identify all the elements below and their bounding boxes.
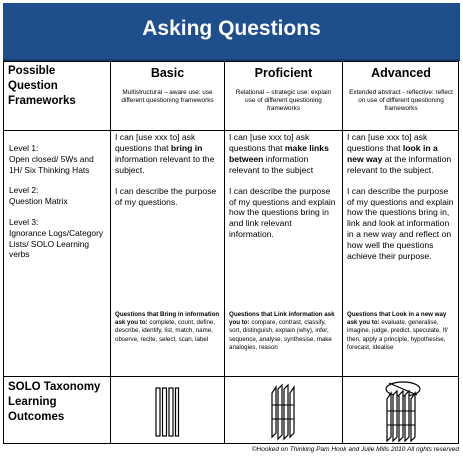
rubric-table	[3, 61, 459, 444]
levels-cell	[4, 131, 110, 376]
level2-title: Level 2:	[9, 185, 39, 196]
level1-title: Level 1:	[9, 143, 39, 153]
basic-title: Basic	[150, 66, 185, 80]
multistructural-bars-icon	[153, 385, 181, 439]
proficient-title: Proficient	[254, 66, 313, 80]
proficient-question-verbs: Questions that Link information ask you to: compare, contrast, classify, sort, distinguish, explain (why), infer, sequence, analyse, synthesise, make analogies, reason	[229, 311, 335, 351]
extended-abstract-icon	[381, 379, 423, 443]
advanced-statement-1: I can [use xxx to] ask questions that look in a new way at the information relevant to the subject.	[347, 132, 452, 175]
proficient-body	[225, 131, 342, 376]
frameworks-header: Possible Question Frameworks	[8, 65, 76, 107]
basic-question-verbs: Questions that Bring in information ask you to: complete, count, define, describe, identify, list, match, name, observe, recite, select, scan, label	[115, 311, 220, 343]
basic-statement-1: I can [use xxx to] ask questions that bring in information relevant to the subject.	[115, 132, 215, 175]
proficient-statement-1: I can [use xxx to] ask questions that make links between information relevant to the subject	[229, 132, 329, 175]
title-banner	[3, 3, 460, 61]
advanced-solo-cell	[343, 377, 459, 444]
advanced-subtitle: Extended abstract - reflective: reflect on use of different questioning frameworks	[349, 89, 453, 112]
advanced-title: Advanced	[371, 66, 431, 80]
proficient-statement-2: I can describe the purpose of my questions and explain how the questions bring in and link relevant information.	[229, 185, 336, 240]
copyright-footer: ©Hooked on Thinking Pam Hook and Julie Mills 2010 All rights reserved	[251, 446, 459, 453]
solo-label: SOLO Taxonomy Learning Outcomes	[8, 381, 101, 423]
proficient-subtitle: Relational – strategic use: explain use of different questioning frameworks	[235, 89, 332, 112]
level3-title: Level 3:	[9, 216, 39, 227]
level2-text: Question Matrix	[9, 196, 68, 207]
basic-body	[111, 131, 224, 376]
relational-bars-icon	[268, 383, 298, 441]
basic-subtitle: Multistructural – aware use: use different questioning frameworks	[121, 89, 214, 104]
advanced-question-verbs: Questions that Look in a new way ask you to: evaluate, generalise, imagine, judge, predict, speculate, If/ then, apply a principle, hypothesise, forecast, idealise	[347, 311, 448, 351]
advanced-header	[343, 62, 459, 130]
advanced-body	[343, 131, 459, 376]
level3-text: Ignorance Logs/Category Lists/ SOLO Learning verbs	[9, 227, 104, 260]
page-title: Asking Questions	[142, 17, 321, 40]
advanced-statement-2: I can describe the purpose of my questions and explain how the questions bring in, link and look at information in a new way and reflect on how well the questions achieve their purpose.	[347, 185, 454, 262]
proficient-header	[225, 62, 342, 130]
basic-statement-2: I can describe the purpose of my questions.	[115, 185, 217, 207]
level1-text: Open closed/ 5Ws and 1H/ Six Thinking Hats	[9, 153, 94, 175]
basic-header	[111, 62, 224, 130]
basic-solo-cell	[111, 377, 224, 444]
proficient-solo-cell	[225, 377, 342, 444]
